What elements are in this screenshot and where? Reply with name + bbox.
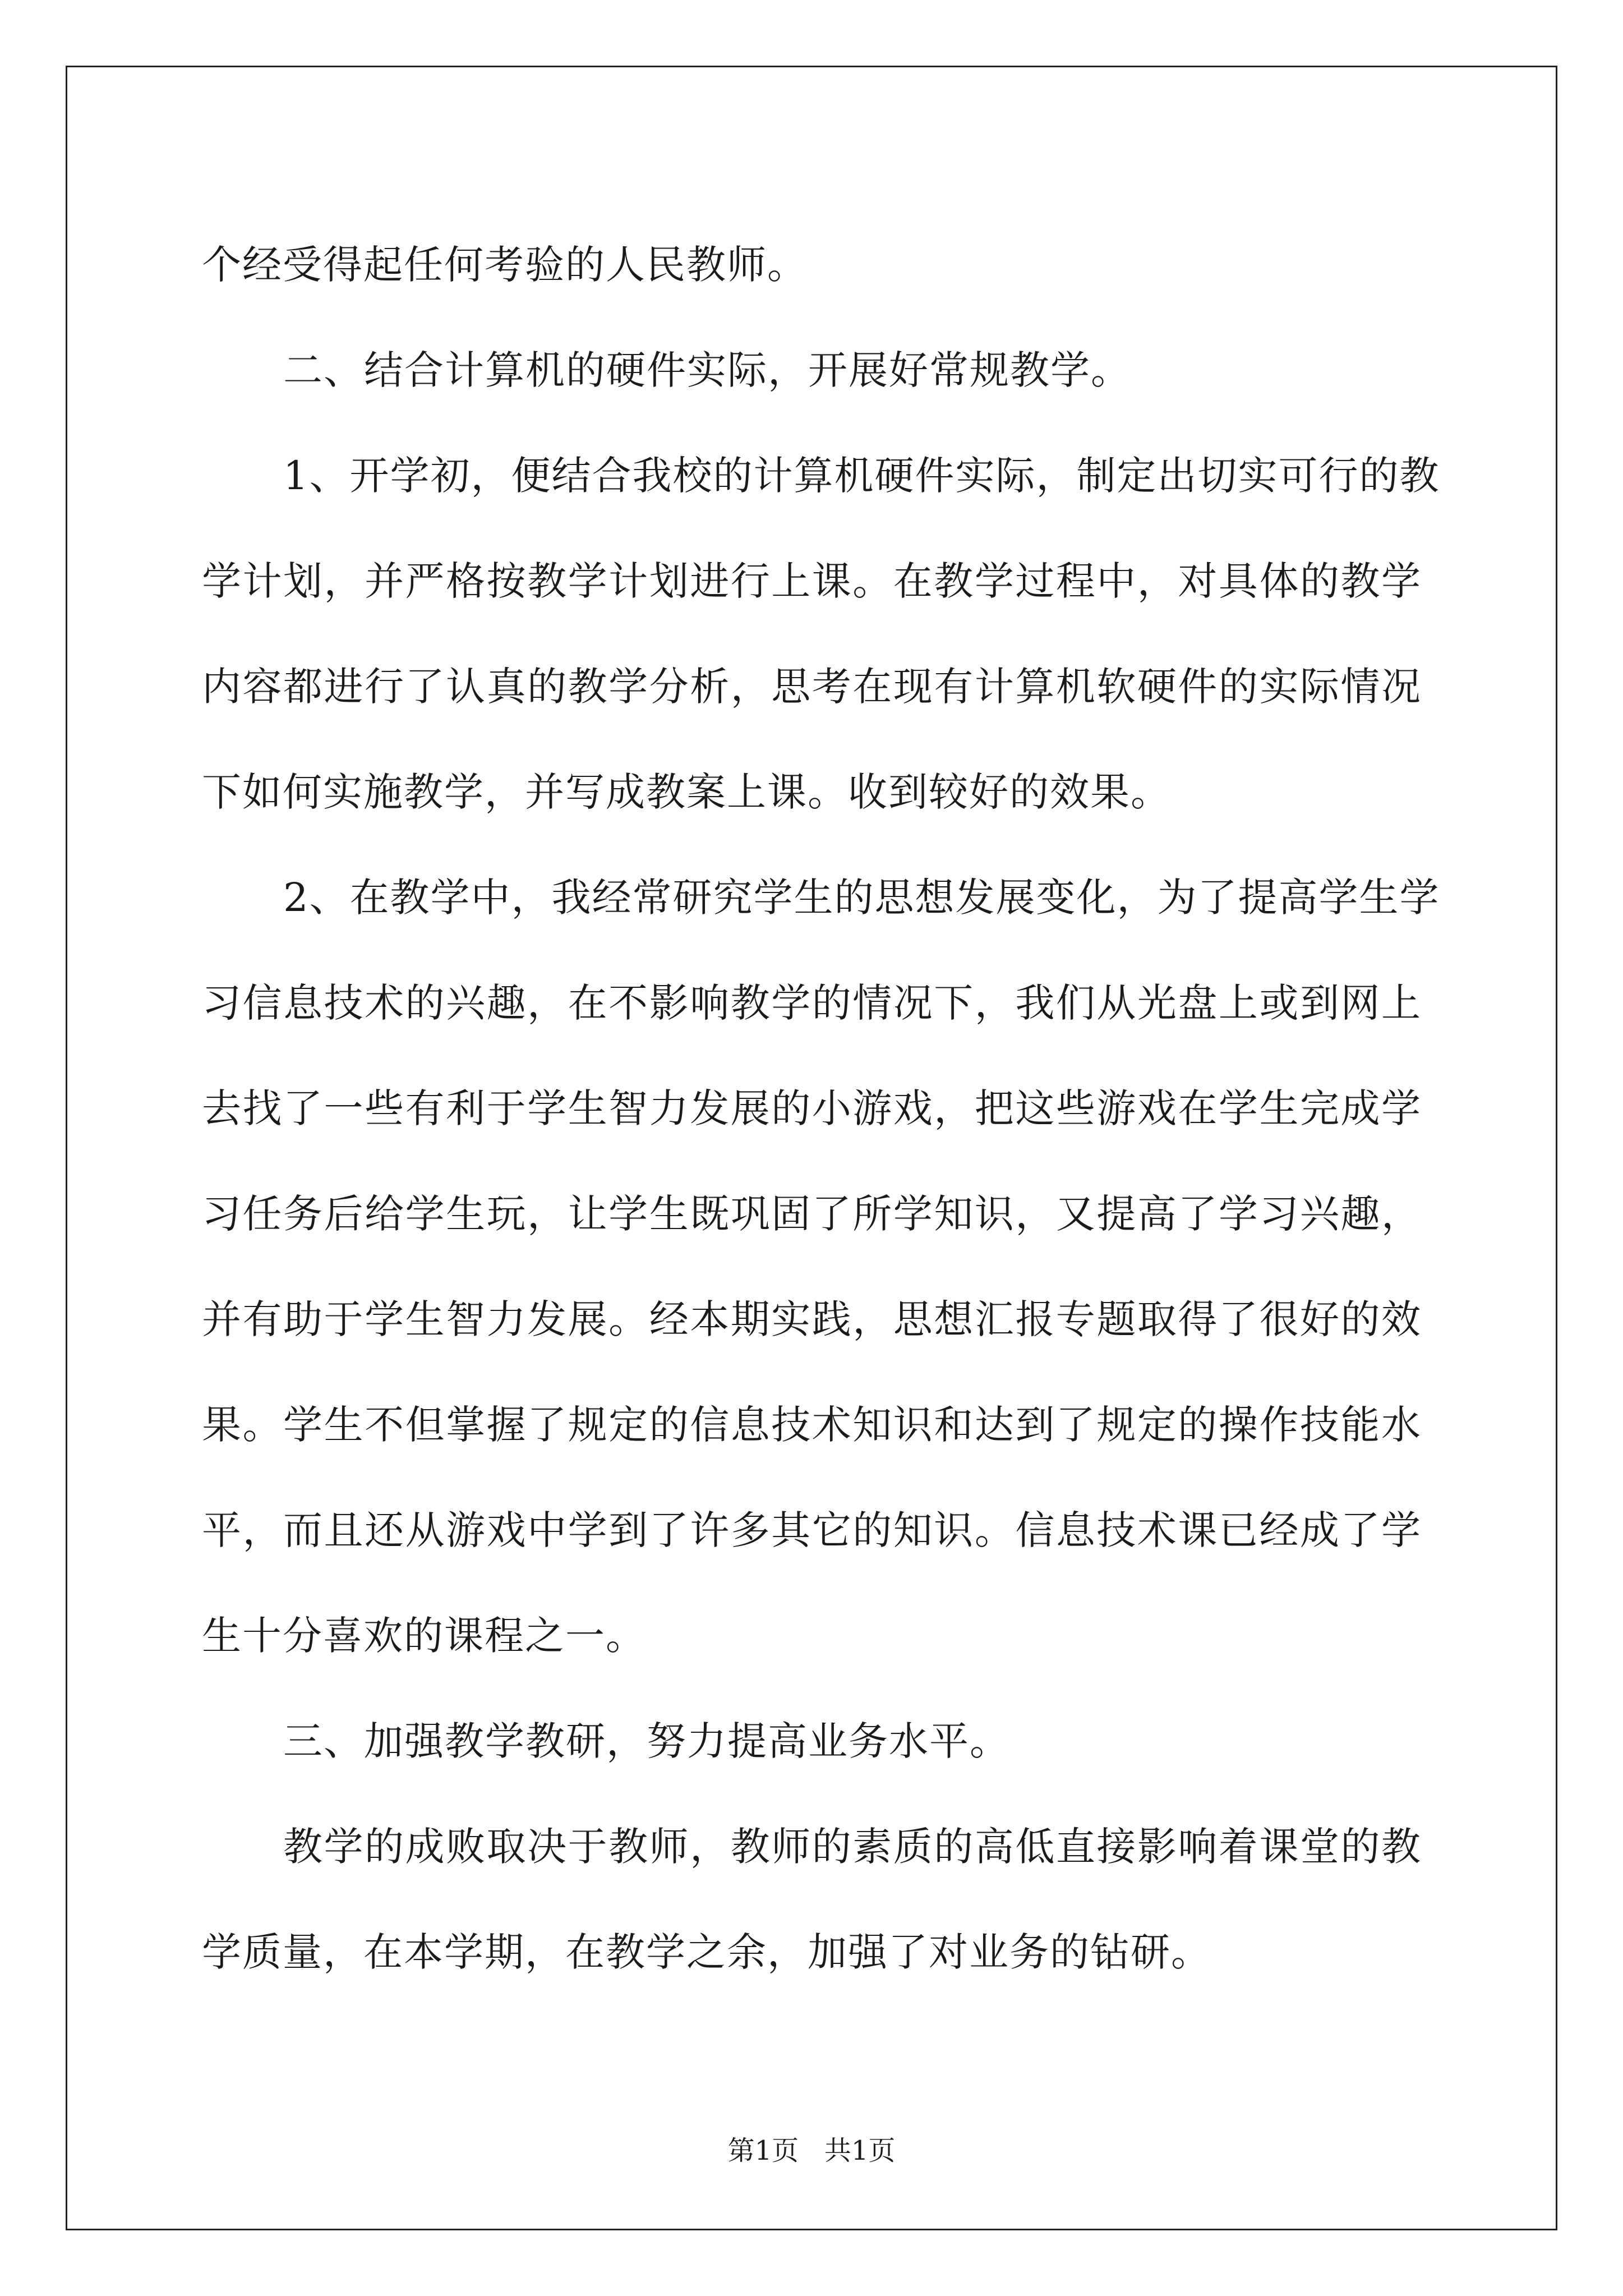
text-line: 教学的成败取决于教师，教师的素质的高低直接影响着课堂的教 (283, 1824, 1422, 1870)
text-line: 习任务后给学生玩，让学生既巩固了所学知识，又提高了学习兴趣， (202, 1191, 1422, 1237)
section-heading: 二、结合计算机的硬件实际，开展好常规教学。 (283, 347, 1131, 393)
text-line: 学质量，在本学期，在教学之余，加强了对业务的钻研。 (202, 1929, 1211, 1975)
text-line: 学计划，并严格按教学计划进行上课。在教学过程中，对具体的教学 (202, 558, 1422, 604)
text-line: 个经受得起任何考验的人民教师。 (202, 242, 808, 288)
text-line: 1、开学初，便结合我校的计算机硬件实际，制定出切实可行的教 (283, 453, 1440, 499)
text-line: 下如何实施教学，并写成教案上课。收到较好的效果。 (202, 769, 1171, 815)
text-line: 平，而且还从游戏中学到了许多其它的知识。信息技术课已经成了学 (202, 1507, 1422, 1553)
text-line: 生十分喜欢的课程之一。 (202, 1613, 646, 1659)
text-line: 并有助于学生智力发展。经本期实践，思想汇报专题取得了很好的效 (202, 1296, 1422, 1342)
page-number: 第1页 共1页 (727, 2135, 896, 2166)
text-line: 果。学生不但掌握了规定的信息技术知识和达到了规定的操作技能水 (202, 1402, 1422, 1448)
section-heading: 三、加强教学教研，努力提高业务水平。 (283, 1718, 1010, 1764)
text-line: 内容都进行了认真的教学分析，思考在现有计算机软硬件的实际情况 (202, 664, 1422, 710)
document-body (202, 212, 1440, 2005)
text-line: 去找了一些有利于学生智力发展的小游戏，把这些游戏在学生完成学 (202, 1085, 1422, 1131)
text-line: 习信息技术的兴趣，在不影响教学的情况下，我们从光盘上或到网上 (202, 980, 1422, 1026)
text-line: 2、在教学中，我经常研究学生的思想发展变化，为了提高学生学 (283, 875, 1440, 921)
